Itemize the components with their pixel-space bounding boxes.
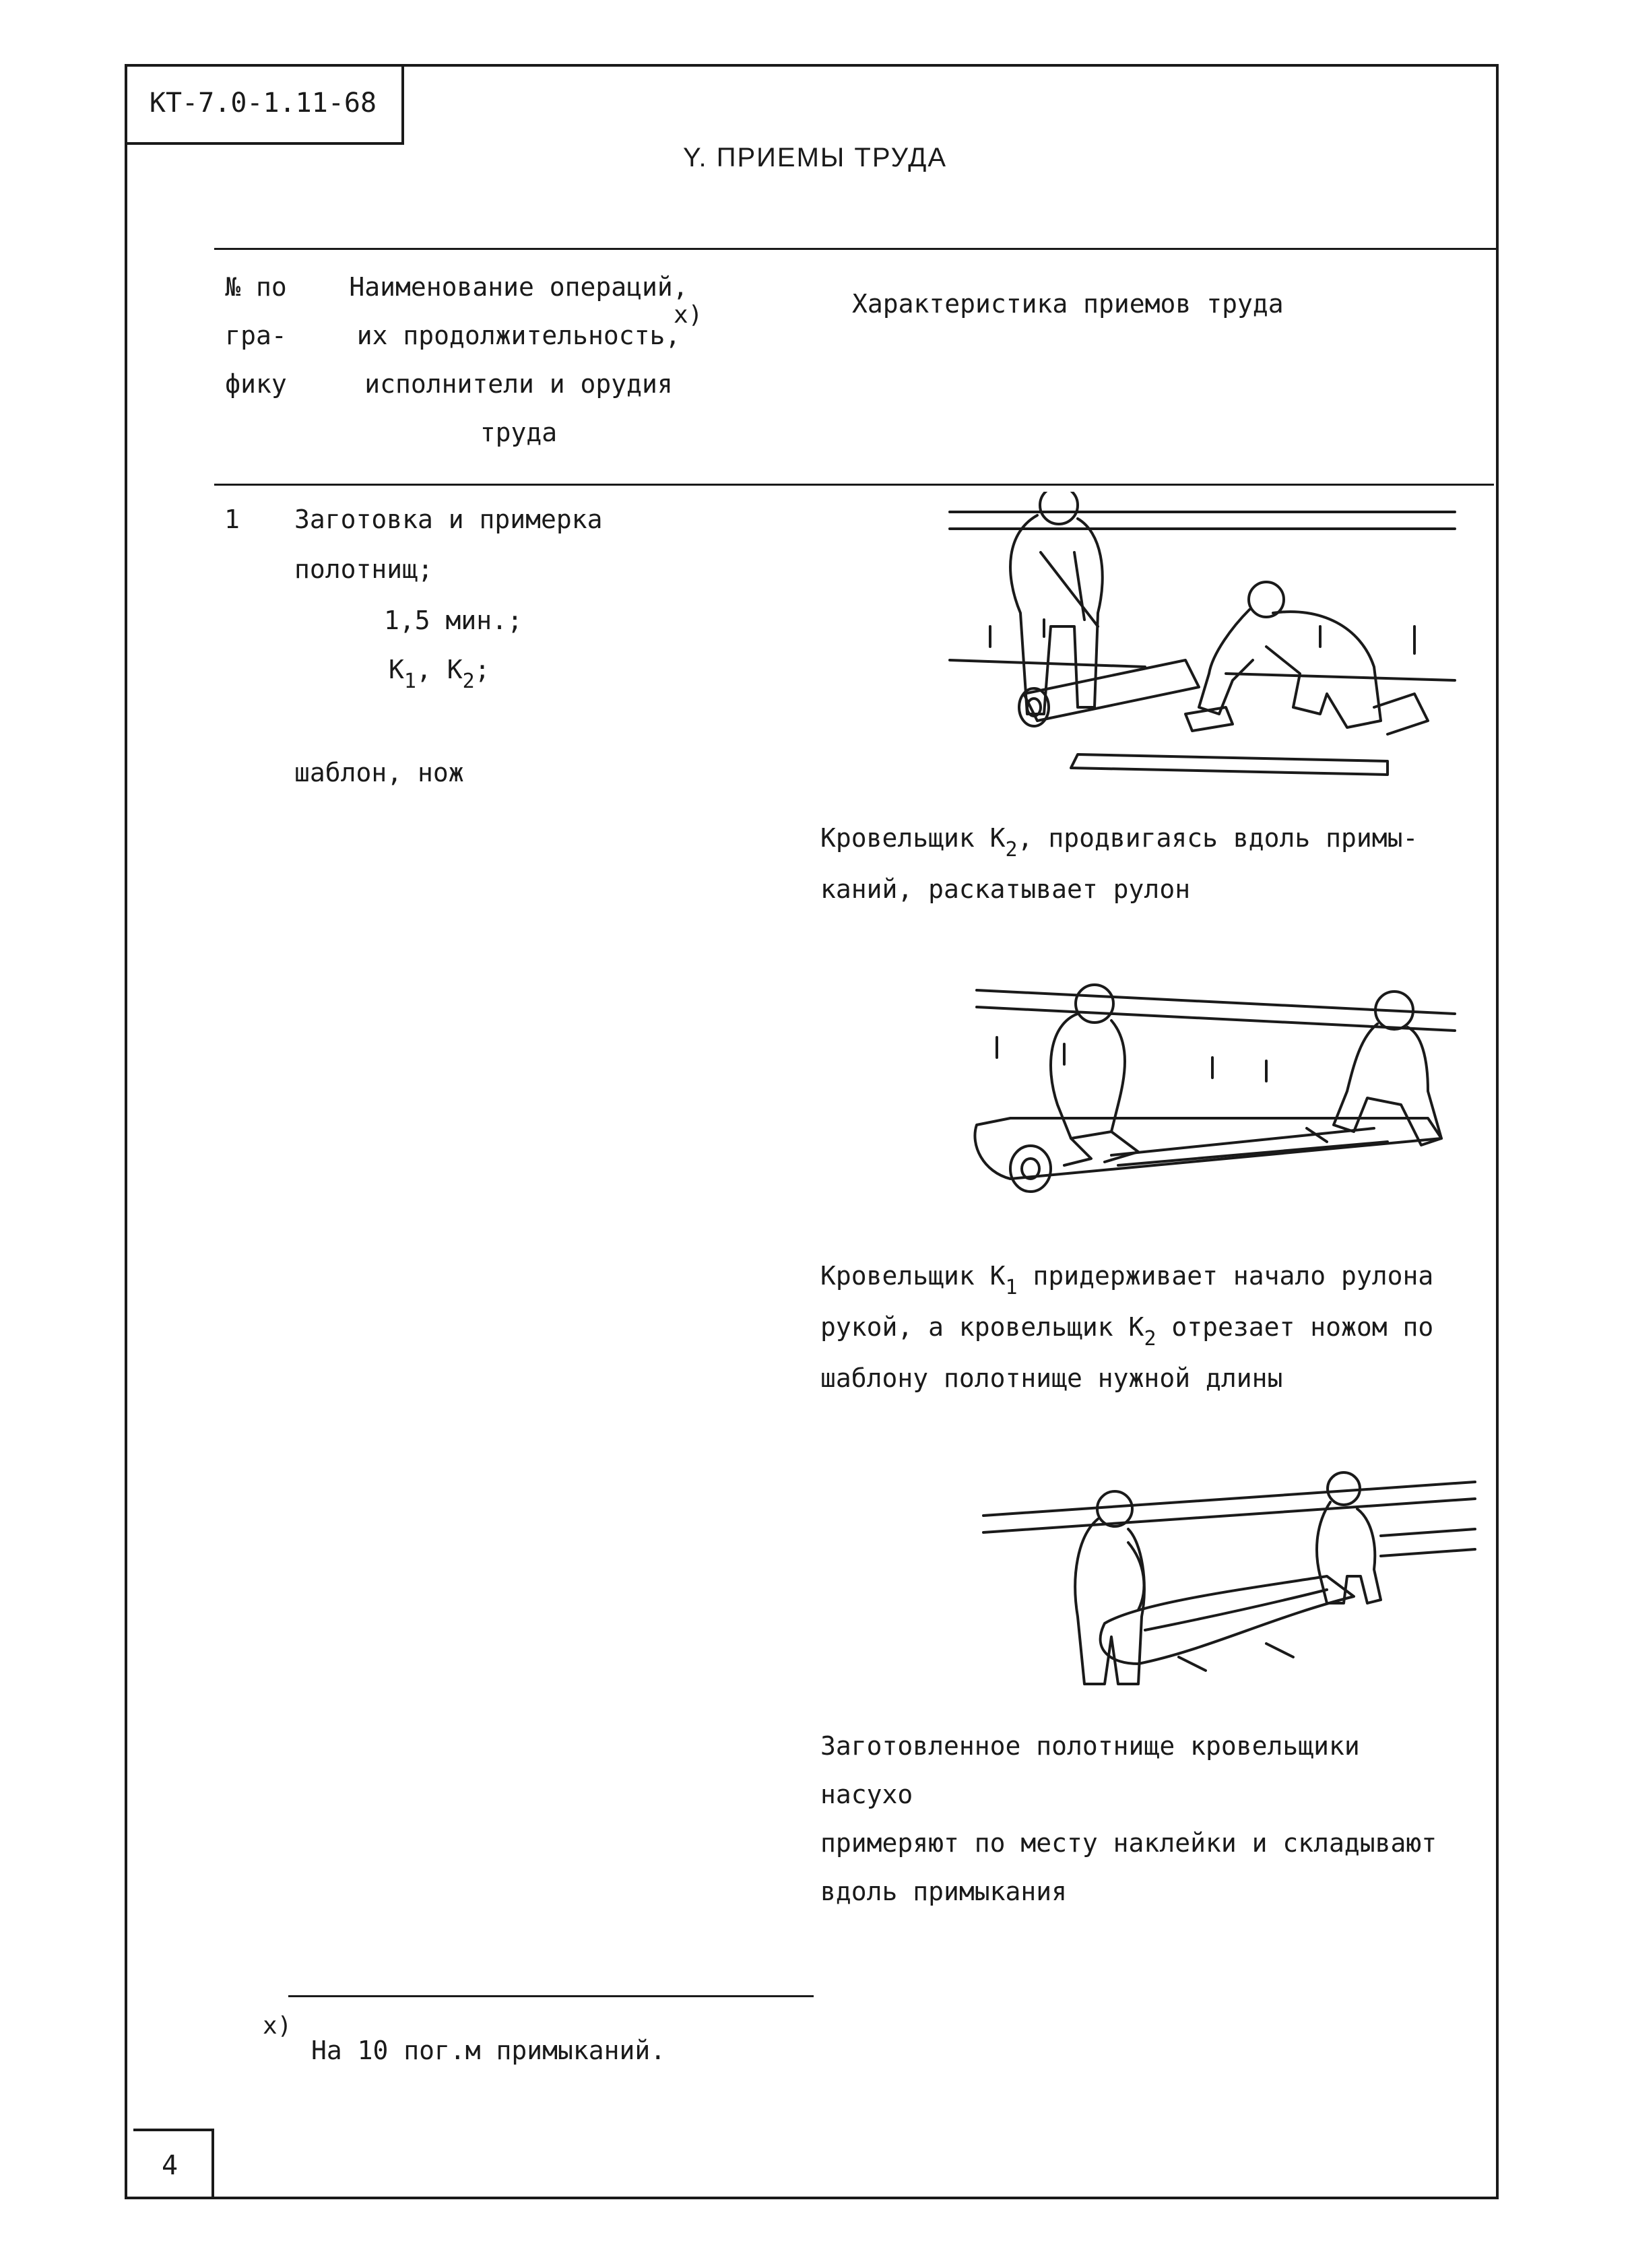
document-code: КТ-7.0-1.11-68 <box>125 64 404 145</box>
operation-name-line2: полотнищ; <box>294 554 433 584</box>
operation-duration: 1,5 мин.; <box>384 606 523 635</box>
col-header-characteristic: Характеристика приемов труда <box>852 289 1284 319</box>
worker-subscript: 1 <box>403 670 416 693</box>
step3-caption-line1: Заготовленное полотнище кровельщики насухо <box>820 1731 1360 1809</box>
col-header-operation-line: труда <box>480 418 558 447</box>
page-number: 4 <box>133 2129 214 2199</box>
step2-caption-line1: Кровельщик $К_1$ придерживает начало рулона <box>820 1261 1434 1299</box>
header-rule-bottom <box>214 484 1494 486</box>
step2-caption <box>820 1252 1467 1402</box>
step1-caption-line2: каний, раскатывает рулон <box>820 874 1191 904</box>
footnote-mark: x) <box>263 2012 292 2040</box>
worker-letter: К <box>447 655 463 684</box>
operation-name-line1: Заготовка и примерка <box>294 505 603 534</box>
col-header-operation <box>323 263 714 457</box>
operation-workers <box>389 655 490 693</box>
step3-caption-line2: примеряют по месту наклейки и складывают <box>820 1828 1437 1858</box>
illustration-cutting <box>956 970 1482 1226</box>
section-title: Y. ПРИЕМЫ ТРУДА <box>682 143 948 172</box>
col-header-number-line: фику <box>225 369 287 399</box>
col-header-operation-line: Наименование операций, <box>349 272 688 302</box>
step2-caption-line2: рукой, а кровельщик $К_2$ отрезает ножом по <box>820 1312 1434 1351</box>
illustration-rolling-out <box>943 492 1468 802</box>
step1-caption <box>820 814 1467 913</box>
worker-end: ; <box>474 655 490 684</box>
step3-caption <box>820 1722 1467 1916</box>
col-header-operation-line: исполнители и орудия <box>364 369 673 399</box>
worker-separator: , <box>416 655 447 684</box>
worker-letter: К <box>389 655 404 684</box>
operation-tools: шаблон, нож <box>294 758 464 787</box>
step3-caption-line3: вдоль примыкания <box>820 1877 1068 1906</box>
worker-subscript: 2 <box>462 670 475 693</box>
col-header-footnote-mark: x) <box>674 301 703 329</box>
col-header-number-line: гра- <box>225 321 287 350</box>
col-header-number-line: № по <box>225 272 287 302</box>
header-rule-top <box>214 248 1499 250</box>
illustration-fitting <box>977 1455 1489 1718</box>
footnote-rule <box>288 1995 814 1997</box>
step1-caption-line1: Кровельщик $К_2$, продвигаясь вдоль примы- <box>820 823 1419 862</box>
operation-number: 1 <box>224 505 240 534</box>
step2-caption-line3: шаблону полотнище нужной длины <box>820 1363 1283 1393</box>
col-header-number <box>195 263 317 408</box>
col-header-operation-line: их продолжительность, <box>356 321 681 350</box>
footnote-text: На 10 пог.м примыканий. <box>311 2036 666 2065</box>
